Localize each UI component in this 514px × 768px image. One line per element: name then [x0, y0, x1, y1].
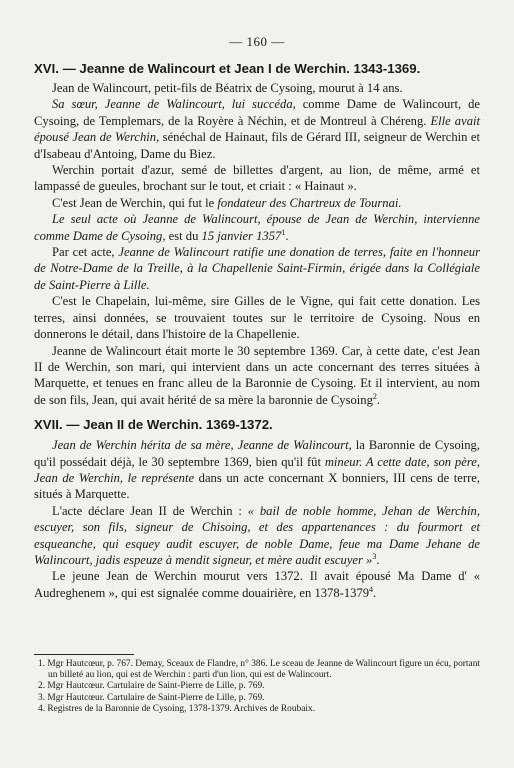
paragraph: Le jeune Jean de Werchin mourut vers 1372. Il avait épousé Ma Dame d' « Audreghenem », qui est signalée comme douairière, en 1378-1379$^4$.: [34, 569, 480, 600]
paragraph: Jeanne de Walincourt était morte le 30 septembre 1369. Car, à cette date, c'est Jean II de Werchin, son mari, qui intervient dans un acte concernant des terres situées à Marquette, et tenues en franc alleu de la Baronnie de Cysoing. Et il intervient, au nom de son fils, Jean, qui avait hérité de sa mère la baronnie de Cysoing$^2$.: [34, 343, 480, 407]
paragraph: Werchin portait d'azur, semé de billettes d'argent, au lion, de même, armé et lampassé de gueules, brochant sur le tout, et criait : « Hainaut ».: [34, 163, 480, 194]
section-heading-17: XVII. — Jean II de Werchin. 1369-1372.: [34, 417, 273, 433]
paragraph: Sa sœur, Jeanne de Walincourt, lui succéda, comme Dame de Walincourt, de Cysoing, de Templemars, de la Royère à Néchin, et de Montreul à Chéreng. Elle avait épousé Jean de Werchin, sénéchal de Hainaut, fils de Gérard III, seigneur de Werchin et d'Isabeau d'Antoing, Dame du Biez.: [34, 97, 481, 161]
footnote-divider: [34, 654, 134, 655]
footnote: 2. Mgr Hautcœur. Cartulaire de Saint-Pierre de Lille, p. 769.: [38, 681, 265, 692]
paragraph: Le seul acte où Jeanne de Walincourt, épouse de Jean de Werchin, intervienne comme Dame de Cysoing, est du 15 janvier 1357$^1$.: [34, 212, 480, 243]
footnote: 3. Mgr Hautcœur. Cartulaire de Saint-Pierre de Lille, p. 769.: [38, 692, 265, 703]
paragraph: Jean de Walincourt, petit-fils de Béatrix de Cysoing, mourut à 14 ans.: [52, 81, 403, 95]
page-number: — 160 —: [229, 34, 285, 49]
main-text: [34, 60, 480, 601]
paragraph: C'est Jean de Werchin, qui fut le fondateur des Chartreux de Tournai.: [52, 195, 402, 210]
paragraph: Par cet acte, Jeanne de Walincourt ratifie une donation de terres, faite en l'honneur de Notre-Dame de la Treille, à la Chapellenie Saint-Firmin, érigée dans la Collégiale de Saint-Pierre à Lille.: [34, 245, 480, 292]
footnotes: [34, 659, 480, 715]
section-heading-16: XVI. — Jeanne de Walincourt et Jean I de Werchin. 1343-1369.: [34, 61, 421, 76]
paragraph: C'est le Chapelain, lui-même, sire Gilles de le Vigne, qui fait cette donation. Les terres, ainsi données, se trouvaient toutes sur le territoire de Cysoing. Nous en donnerons le détail, dans l'histoire de la Chapellenie.: [34, 294, 480, 342]
paragraph: L'acte déclare Jean II de Werchin : « bail de noble homme, Jehan de Werchin, escuyer, son fils, signeur de Chisoing, et des appartenances : du fourmort et esqueanche, qui esquey audit escuyer, de noble Dame, feue ma Dame Jehane de Walincourt, jadis espeuze à mendit signeur, et mère audit escuyer »$^3$.: [34, 503, 480, 567]
footnote: 1. Mgr Hautcœur, p. 767. Demay, Sceaux de Flandre, n° 386. Le sceau de Jeanne de Walincourt figure un écu, portant un billeté au lion, qui est de Werchin : parti d'un lion, qui est de Walincourt.: [38, 659, 480, 681]
paragraph: Jean de Werchin hérita de sa mère, Jeanne de Walincourt, la Baronnie de Cysoing, qu'il possédait déjà, le 30 septembre 1369, bien qu'il fût mineur. A cette date, son père, Jean de Werchin, le représente dans un acte concernant X bonniers, III cens de terre, situés à Marquette.: [34, 438, 481, 502]
footnote: 4. Registres de la Baronnie de Cysoing, 1378-1379. Archives de Roubaix.: [38, 703, 316, 714]
